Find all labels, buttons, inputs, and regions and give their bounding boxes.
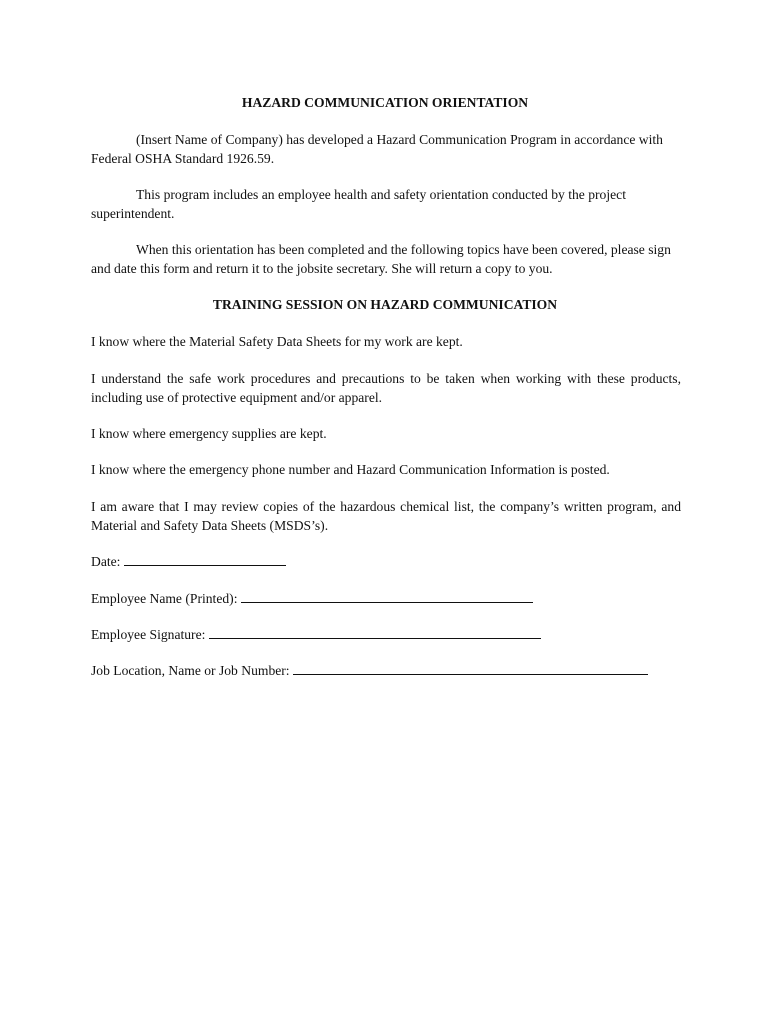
section-heading: TRAINING SESSION ON HAZARD COMMUNICATION <box>212 297 558 312</box>
job-location-field <box>91 662 648 680</box>
employee-name-input-line[interactable] <box>241 590 533 603</box>
employee-signature-label: Employee Signature: <box>91 627 206 642</box>
document-title: HAZARD COMMUNICATION ORIENTATION <box>241 95 529 110</box>
date-label: Date: <box>91 554 121 569</box>
job-location-input-line[interactable] <box>293 662 648 675</box>
employee-signature-field <box>91 626 541 644</box>
job-location-label: Job Location, Name or Job Number: <box>91 663 290 678</box>
statement-msds-location: I know where the Material Safety Data Sheets for my work are kept. <box>91 334 463 349</box>
employee-signature-input-line[interactable] <box>209 626 541 639</box>
statement-emergency-supplies: I know where emergency supplies are kept. <box>91 426 327 441</box>
statement-emergency-phone: I know where the emergency phone number and Hazard Communication Information is posted. <box>91 462 610 477</box>
date-input-line[interactable] <box>124 553 286 566</box>
intro-paragraph-company: (Insert Name of Company) has developed a Hazard Communication Program in accordance with Federal OSHA Standard 1926.59. <box>91 132 663 166</box>
employee-name-label: Employee Name (Printed): <box>91 591 238 606</box>
statement-review-copies: I am aware that I may review copies of the hazardous chemical list, the company’s written program, and Material and Safety Data Sheets (MSDS’s). <box>91 499 681 533</box>
intro-paragraph-orientation: This program includes an employee health and safety orientation conducted by the project superintendent. <box>91 187 626 221</box>
intro-paragraph-instructions: When this orientation has been completed and the following topics have been covered, please sign and date this form and return it to the jobsite secretary. She will return a copy to you. <box>91 242 671 276</box>
employee-name-field <box>91 590 533 608</box>
date-field <box>91 553 286 571</box>
statement-safe-procedures: I understand the safe work procedures and precautions to be taken when working with these products, including use of protective equipment and/or apparel. <box>91 371 681 405</box>
